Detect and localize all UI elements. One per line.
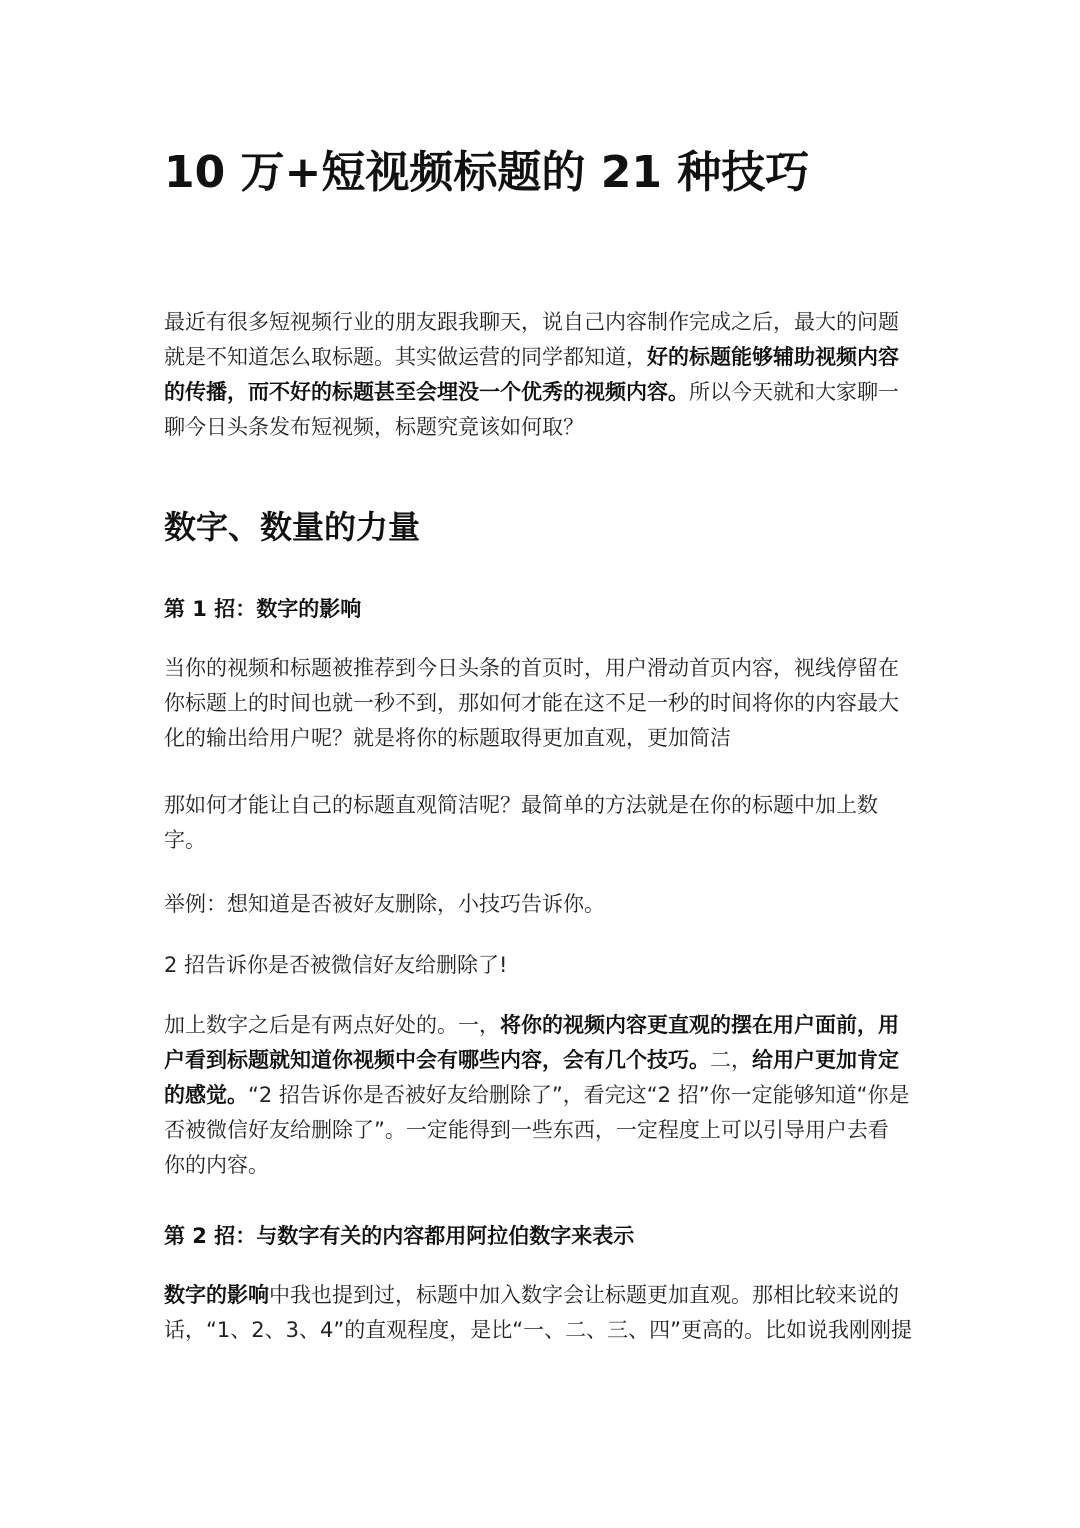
tip1-paragraph	[164, 788, 920, 858]
paragraph-line: 话，“1、2、3、4”的直观程度，是比“一、二、三、四”更高的。比如说我刚刚提	[164, 1318, 912, 1342]
intro-line: 聊今日头条发布短视频，标题究竟该如何取？	[164, 415, 584, 439]
paragraph-emphasis: 户看到标题就知道你视频中会有哪些内容，会有几个技巧。	[164, 1048, 710, 1072]
paragraph-line: 那如何才能让自己的标题直观简洁呢？最简单的方法就是在你的标题中加上数	[164, 793, 878, 817]
paragraph-line: 否被微信好友给删除了”。一定能得到一些东西，一定程度上可以引导用户去看	[164, 1118, 889, 1142]
paragraph-line	[164, 1278, 920, 1313]
intro-text: 就是不知道怎么取标题。其实做运营的同学都知道，	[164, 345, 647, 369]
intro-emphasis: 的传播，而不好的标题甚至会埋没一个优秀的视频内容。	[164, 380, 689, 404]
intro-line	[164, 375, 920, 410]
paragraph-line	[164, 1078, 920, 1113]
example-text: 举例：想知道是否被好友删除，小技巧告诉你。	[164, 892, 605, 916]
paragraph-text: 二，	[710, 1048, 752, 1072]
paragraph-emphasis: 数字的影响	[164, 1283, 269, 1307]
intro-emphasis: 好的标题能够辅助视频内容	[647, 345, 899, 369]
tip1-paragraph	[164, 651, 920, 756]
paragraph-line	[164, 1043, 920, 1078]
article-title: 10 万+短视频标题的 21 种技巧	[164, 147, 810, 198]
paragraph-emphasis: 将你的视频内容更直观的摆在用户面前，用	[500, 1013, 899, 1037]
intro-line	[164, 340, 920, 375]
tip2-paragraph	[164, 1278, 920, 1348]
paragraph-text: 加上数字之后是有两点好处的。一，	[164, 1013, 500, 1037]
benefits-paragraph	[164, 1008, 920, 1183]
example-paragraph	[164, 887, 920, 922]
tip-heading: 第 2 招：与数字有关的内容都用阿拉伯数字来表示	[164, 1224, 635, 1248]
paragraph-line: 你的内容。	[164, 1153, 269, 1177]
paragraph-emphasis: 给用户更加肯定	[752, 1048, 899, 1072]
example-result-paragraph	[164, 948, 920, 983]
paragraph-text: 中我也提到过，标题中加入数字会让标题更加直观。那相比较来说的	[269, 1283, 899, 1307]
paragraph-line: 当你的视频和标题被推荐到今日头条的首页时，用户滑动首页内容，视线停留在	[164, 656, 899, 680]
paragraph-line: 化的输出给用户呢？就是将你的标题取得更加直观，更加简洁	[164, 726, 731, 750]
paragraph-line: 字。	[164, 828, 206, 852]
tip-heading: 第 1 招：数字的影响	[164, 597, 362, 621]
paragraph-line	[164, 1008, 920, 1043]
intro-text: 所以今天就和大家聊一	[689, 380, 899, 404]
paragraph-line: 你标题上的时间也就一秒不到，那如何才能在这不足一秒的时间将你的内容最大	[164, 691, 899, 715]
intro-line: 最近有很多短视频行业的朋友跟我聊天，说自己内容制作完成之后，最大的问题	[164, 310, 899, 334]
section-heading: 数字、数量的力量	[164, 508, 421, 546]
example-result-text: 2 招告诉你是否被微信好友给删除了!	[164, 953, 508, 977]
paragraph-text: “2 招告诉你是否被好友给删除了”，看完这“2 招”你一定能够知道“你是	[248, 1083, 910, 1107]
paragraph-emphasis: 的感觉。	[164, 1083, 248, 1107]
intro-paragraph	[164, 305, 920, 445]
